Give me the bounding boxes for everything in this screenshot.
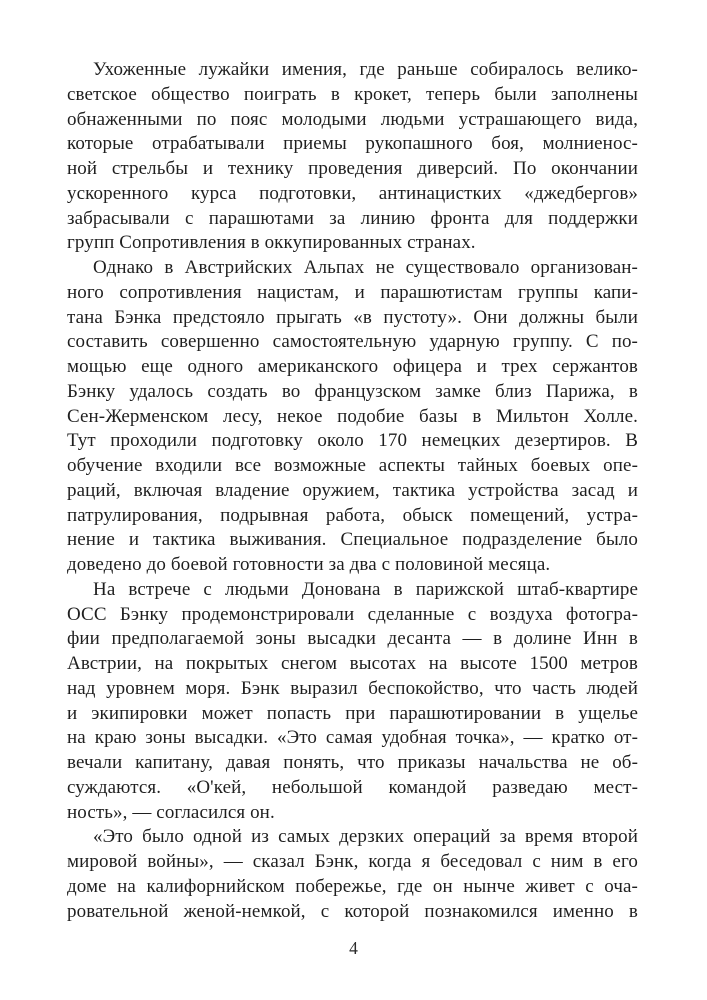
text-line: групп Сопротивления в оккупированных странах.	[67, 232, 476, 254]
paragraph	[67, 825, 638, 924]
text-line: на краю зоны высадки. «Это самая удобная точка», — кратко от-	[67, 727, 638, 749]
text-line: обнаженными по пояс молодыми людьми устрашающего вида,	[67, 108, 638, 130]
text-line: суждаются. «О'кей, небольшой командой разведаю мест-	[67, 776, 638, 798]
text-line: мировой войны», — сказал Бэнк, когда я беседовал с ним в его	[67, 851, 638, 872]
text-line: Ухоженные лужайки имения, где раньше собиралось велико-	[93, 59, 638, 80]
text-line: обучение входили все возможные аспекты тайных боевых опе-	[67, 455, 638, 476]
text-line: над уровнем моря. Бэнк выразил беспокойство, что часть людей	[67, 677, 638, 699]
text-line: раций, включая владение оружием, тактика устройства засад и	[67, 479, 638, 501]
paragraph	[67, 256, 638, 578]
text-line: мощью еще одного американского офицера и трех сержантов	[67, 356, 638, 377]
text-line: ной стрельбы и технику проведения диверсий. По окончании	[67, 158, 638, 179]
text-line: доведено до боевой готовности за два с половиной месяца.	[67, 554, 551, 575]
text-line: фии предполагаемой зоны высадки десанта — в долине Инн в	[67, 628, 638, 650]
text-line: На встрече с людьми Донована в парижской штаб-квартире	[93, 578, 638, 600]
paragraph	[67, 58, 638, 256]
text-line: Тут проходили подготовку около 170 немецких дезертиров. В	[67, 430, 638, 452]
page-number: 4	[349, 938, 358, 958]
text-line: ускоренного курса подготовки, антинацистких «джедбергов»	[67, 182, 638, 204]
page-text-block	[67, 58, 638, 924]
paragraph	[67, 578, 638, 826]
text-line: тана Бэнка предстояло прыгать «в пустоту». Они должны были	[67, 306, 638, 328]
text-line: ОСС Бэнку продемонстрировали сделанные с воздуха фотогра-	[67, 603, 638, 625]
text-line: ность», — согласился он.	[67, 801, 275, 823]
text-line: забрасывали с парашютами за линию фронта для поддержки	[67, 207, 638, 229]
text-line: патрулирования, подрывная работа, обыск помещений, устра-	[67, 504, 638, 526]
text-line: Однако в Австрийских Альпах не существовало организован-	[93, 257, 638, 278]
text-line: и экипировки может попасть при парашютировании в ущелье	[67, 702, 638, 724]
text-line: нение и тактика выживания. Специальное подразделение было	[67, 529, 638, 551]
text-line: доме на калифорнийском побережье, где он нынче живет с оча-	[67, 875, 638, 897]
text-line: Бэнку удалось создать во французском замке близ Парижа, в	[67, 380, 638, 402]
text-line: составить совершенно самостоятельную ударную группу. С по-	[67, 331, 638, 353]
text-line: ровательной женой-немкой, с которой познакомился именно в	[67, 900, 638, 922]
text-line: которые отрабатывали приемы рукопашного боя, молниенос-	[67, 133, 638, 155]
text-line: вечали капитану, давая понять, что приказы начальства не об-	[67, 752, 638, 773]
text-line: Австрии, на покрытых снегом высотах на высоте 1500 метров	[67, 653, 638, 674]
text-line: «Это было одной из самых дерзких операций за время второй	[93, 826, 638, 848]
text-line: ного сопротивления нацистам, и парашютистам группы капи-	[67, 281, 638, 303]
text-line: светское общество поиграть в крокет, теперь были заполнены	[67, 83, 638, 105]
text-line: Сен-Жерменском лесу, некое подобие базы в Мильтон Холле.	[67, 405, 638, 427]
